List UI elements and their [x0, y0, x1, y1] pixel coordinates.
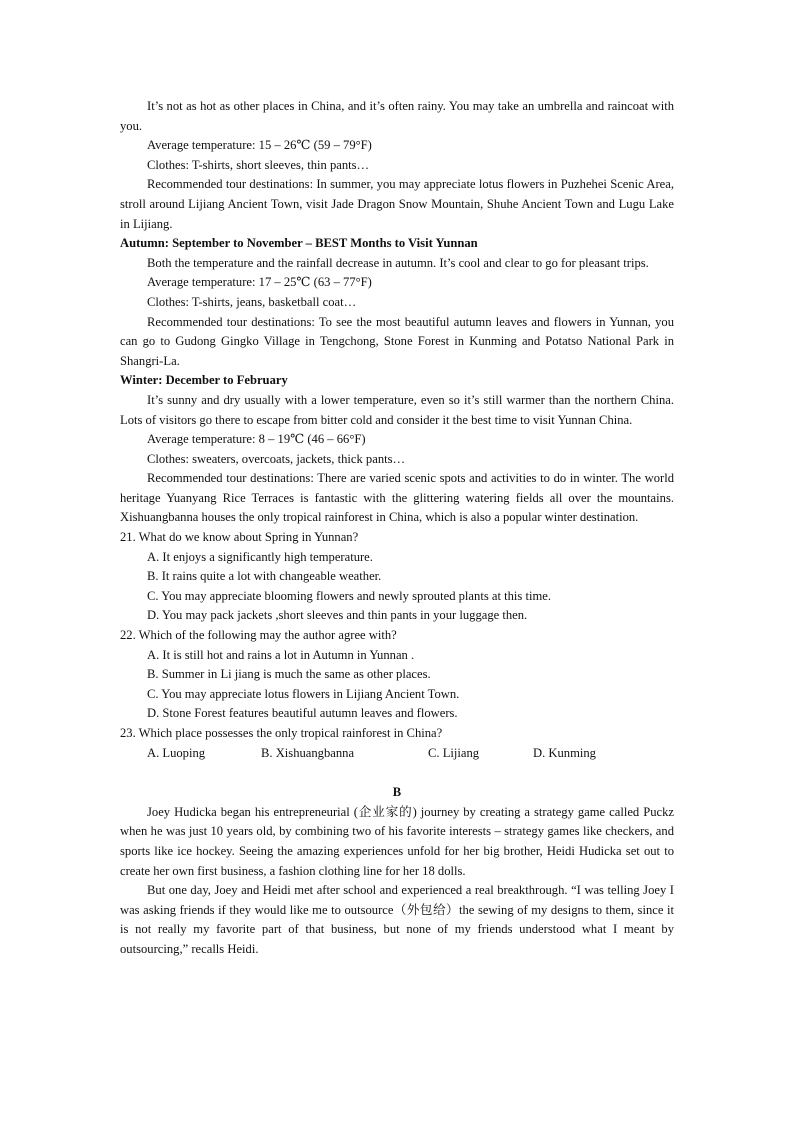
autumn-paragraph: Both the temperature and the rainfall decrease in autumn. It’s cool and clear to go for pleasant trips.	[147, 255, 649, 270]
question-22-option-b: B. Summer in Li jiang is much the same as other places.	[147, 667, 431, 682]
section-b-label: B	[392, 785, 402, 800]
question-23-option-d: D. Kunming	[533, 745, 596, 760]
question-23-option-c: C. Lijiang	[428, 745, 480, 760]
summer-clothes: Clothes: T-shirts, short sleeves, thin pants…	[147, 157, 370, 172]
section-b-paragraph-2: But one day, Joey and Heidi met after school and experienced a real breakthrough. “I was telling Joey I was asking friends if they would like me to outsource（外包给）the sewing of my designs to them, since it is not really my favorite part of that business, but none of my friends understood what I meant by outsourcing,” recalls Heidi.	[120, 883, 674, 956]
winter-clothes: Clothes: sweaters, overcoats, jackets, thick pants…	[147, 451, 406, 466]
winter-paragraph: It’s sunny and dry usually with a lower temperature, even so it’s still warmer than the northern China. Lots of visitors go there to escape from bitter cold and consider it the best time to visit Yunnan China.	[120, 392, 674, 427]
question-22-option-a: A. It is still hot and rains a lot in Autumn in Yunnan .	[147, 647, 415, 662]
document-page	[120, 97, 674, 960]
section-b-paragraph-1: Joey Hudicka began his entrepreneurial (企业家的) journey by creating a strategy game called Puckz when he was just 10 years old, by combining two of his favorite interests – strategy games like checkers, and sports like ice hockey. Seeing the amazing experiences unfold for her big brother, Heidi Hudicka set out to create her own first business, a fashion clothing line for her 18 dolls.	[120, 804, 674, 878]
question-22-option-d: D. Stone Forest features beautiful autumn leaves and flowers.	[147, 706, 458, 721]
summer-destinations: Recommended tour destinations: In summer, you may appreciate lotus flowers in Puzhehei Scenic Area, stroll around Lijiang Ancient Town, visit Jade Dragon Snow Mountain, Shuhe Ancient Town and Lugu Lake in Lijiang.	[120, 177, 674, 231]
question-21-option-a: A. It enjoys a significantly high temperature.	[147, 549, 373, 564]
summer-paragraph: It’s not as hot as other places in China, and it’s often rainy. You may take an umbrella and raincoat with you.	[120, 99, 674, 133]
question-21-stem: 21. What do we know about Spring in Yunnan?	[120, 530, 359, 545]
winter-heading: Winter: December to February	[120, 373, 288, 388]
winter-destinations: Recommended tour destinations: There are varied scenic spots and activities to do in winter. The world heritage Yuanyang Rice Terraces is fantastic with the glittering watering fields all over the mountains. Xishuangbanna houses the only tropical rainforest in China, which is also a popular winter destination.	[120, 471, 674, 525]
question-21-option-b: B. It rains quite a lot with changeable weather.	[147, 569, 382, 584]
question-22-option-c: C. You may appreciate lotus flowers in Lijiang Ancient Town.	[147, 686, 460, 701]
summer-temperature: Average temperature: 15 – 26℃ (59 – 79°F)	[147, 138, 372, 153]
question-23-option-b: B. Xishuangbanna	[261, 745, 355, 760]
autumn-destinations: Recommended tour destinations: To see the most beautiful autumn leaves and flowers in Yunnan, you can go to Gudong Gingko Village in Tengchong, Stone Forest in Kunming and Potatso National Park in Shangri-La.	[120, 314, 674, 368]
question-23-option-a: A. Luoping	[147, 745, 206, 760]
autumn-temperature: Average temperature: 17 – 25℃ (63 – 77°F)	[147, 275, 372, 290]
autumn-heading: Autumn: September to November – BEST Months to Visit Yunnan	[120, 236, 478, 251]
question-21-option-c: C. You may appreciate blooming flowers and newly sprouted plants at this time.	[147, 588, 551, 603]
question-23-options	[120, 744, 674, 764]
question-21-option-d: D. You may pack jackets ,short sleeves and thin pants in your luggage then.	[147, 608, 528, 623]
winter-temperature: Average temperature: 8 – 19℃ (46 – 66°F)	[147, 432, 366, 447]
question-22-stem: 22. Which of the following may the author agree with?	[120, 628, 397, 643]
autumn-clothes: Clothes: T-shirts, jeans, basketball coat…	[147, 294, 357, 309]
question-23-stem: 23. Which place possesses the only tropical rainforest in China?	[120, 726, 443, 740]
